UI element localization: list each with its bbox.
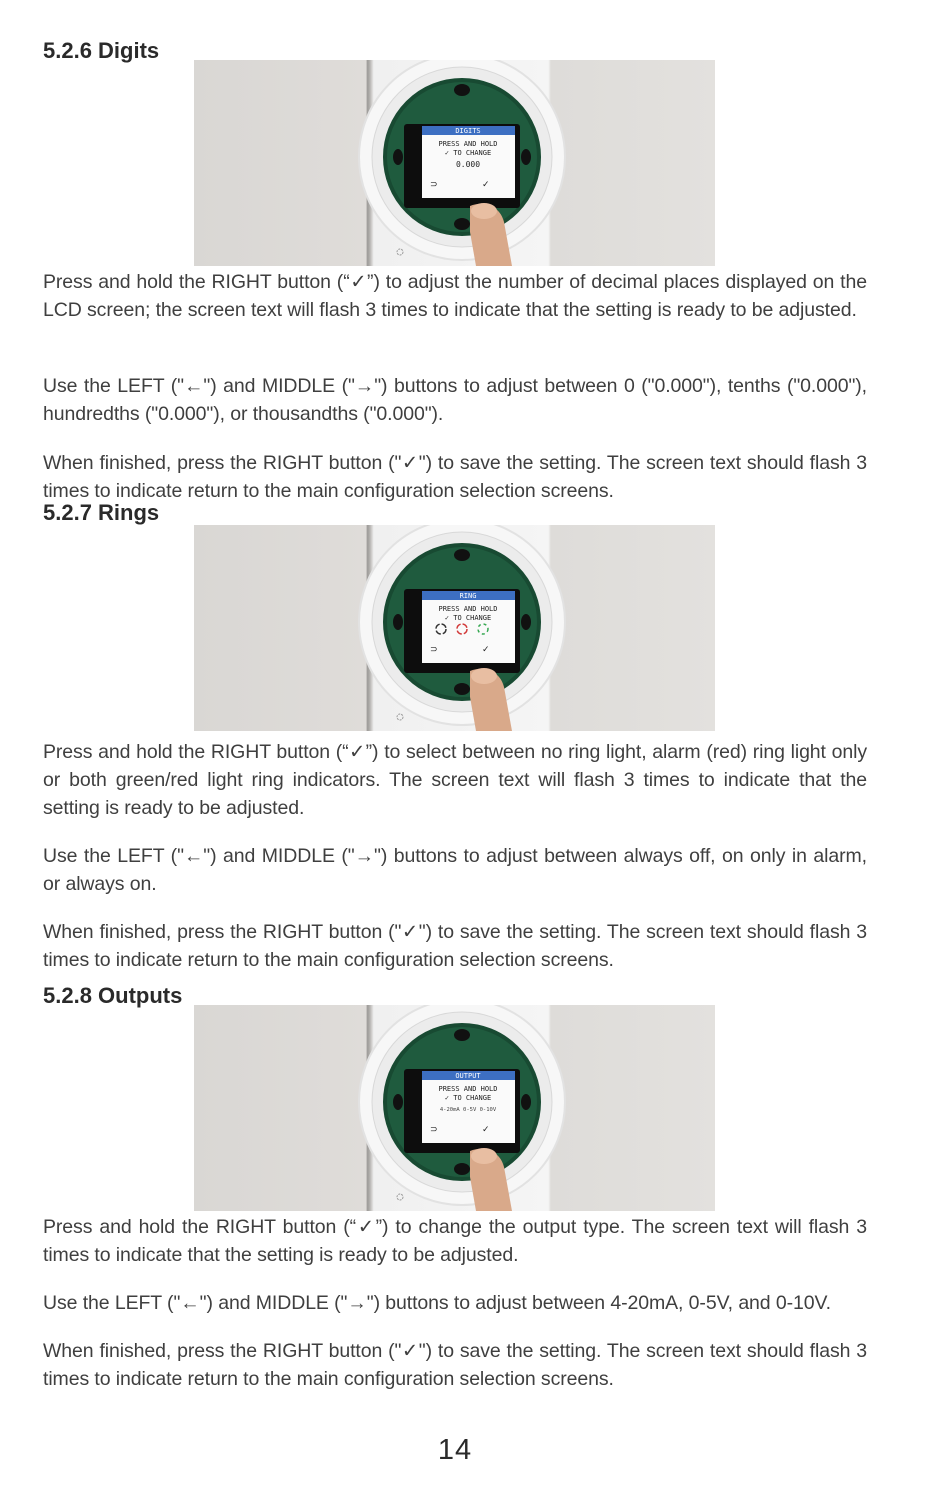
lcd-title: RING [459, 592, 477, 600]
lcd-check-glyph: ✓ [482, 179, 490, 189]
page-number: 14 [437, 1434, 473, 1466]
paragraph: Use the LEFT ("←") and MIDDLE ("→") buttons to adjust between 0 ("0.000"), tenths ("0.000"), hundredths ("0.000"), or thousandths ("0.000"). [43, 375, 867, 425]
lcd-back-glyph: ⊃ [430, 644, 438, 654]
section-heading-rings: 5.2.7 Rings [43, 500, 160, 525]
lcd-value: 0.000 [455, 160, 481, 169]
lcd-line-1: PRESS AND HOLD [438, 1085, 498, 1093]
paragraph: When finished, press the RIGHT button ("✓") to save the setting. The screen text should flash 3 times to indicate return to the main configuration selection screens. [43, 921, 867, 971]
device-photo-outputs [194, 1005, 715, 1211]
section-heading-digits: 5.2.6 Digits [43, 38, 160, 63]
paragraph: When finished, press the RIGHT button ("✓") to save the setting. The screen text should flash 3 times to indicate return to the main configuration selection screens. [43, 1340, 867, 1390]
lcd-line-2: ✓ TO CHANGE [444, 614, 492, 622]
paragraph: Press and hold the RIGHT button (“✓”) to adjust the number of decimal places displayed on the LCD screen; the screen text will flash 3 times to indicate that the setting is ready to be adjusted. [43, 271, 867, 321]
device-photo-rings [194, 525, 715, 731]
section-heading-outputs: 5.2.8 Outputs [43, 983, 183, 1008]
lcd-line-2: ✓ TO CHANGE [444, 1094, 492, 1102]
lcd-back-glyph: ⊃ [430, 1124, 438, 1134]
lcd-line-1: PRESS AND HOLD [438, 605, 498, 613]
lcd-check-glyph: ✓ [482, 644, 490, 654]
lcd-line-1: PRESS AND HOLD [438, 140, 498, 148]
paragraph: Use the LEFT ("←") and MIDDLE ("→") buttons to adjust between 4-20mA, 0-5V, and 0-10V. [43, 1292, 831, 1314]
paragraph: Use the LEFT ("←") and MIDDLE ("→") buttons to adjust between always off, on only in alarm, or always on. [43, 845, 867, 895]
lcd-check-glyph: ✓ [482, 1124, 490, 1134]
lcd-title: DIGITS [455, 127, 481, 135]
device-photo-digits [194, 60, 715, 266]
lcd-back-glyph: ⊃ [430, 179, 438, 189]
paragraph: When finished, press the RIGHT button ("✓") to save the setting. The screen text should flash 3 times to indicate return to the main configuration selection screens. [43, 452, 867, 502]
paragraph: Press and hold the RIGHT button (“✓”) to select between no ring light, alarm (red) ring light only or both green/red light ring indicators. The screen text will flash 3 times to indicate that the setting is ready to be adjusted. [43, 741, 867, 819]
lcd-value: 4-20mA 0-5V 0-10V [439, 1107, 497, 1113]
paragraph: Press and hold the RIGHT button (“✓”) to change the output type. The screen text will flash 3 times to indicate that the setting is ready to be adjusted. [43, 1216, 867, 1266]
lcd-title: OUTPUT [455, 1072, 481, 1080]
lcd-line-2: ✓ TO CHANGE [444, 149, 492, 157]
